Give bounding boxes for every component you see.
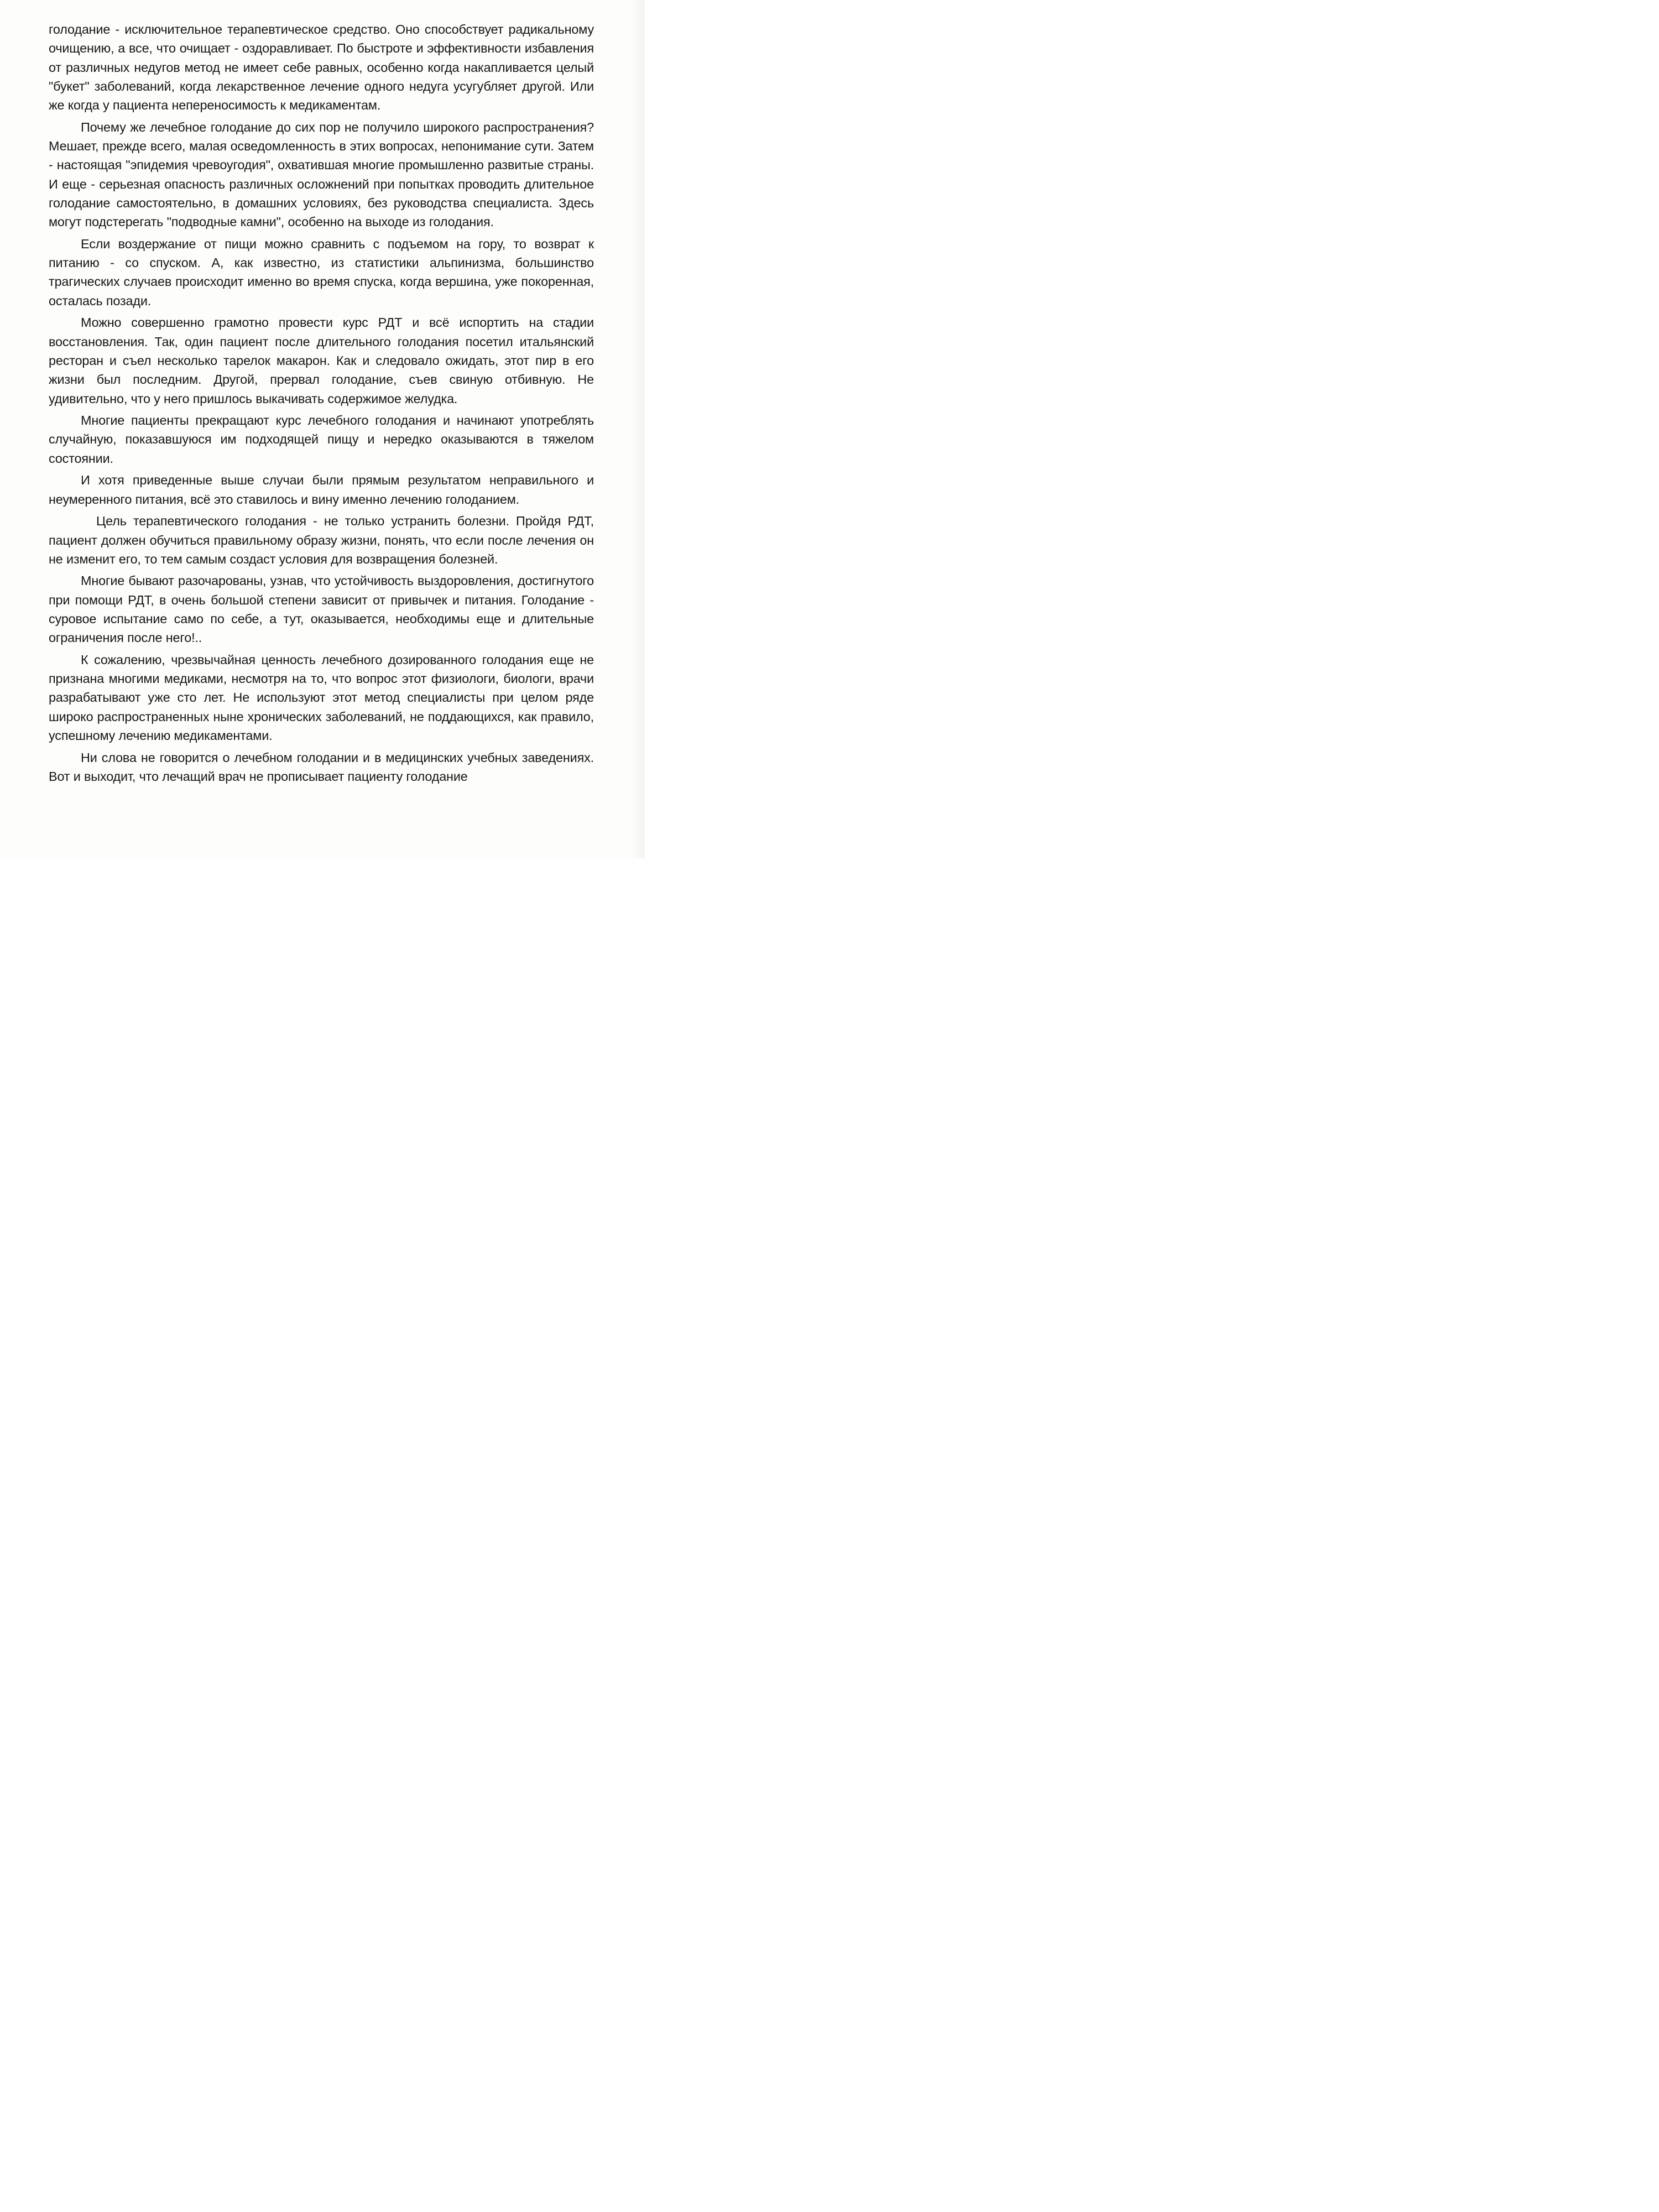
paragraph-9: К сожалению, чрезвычайная ценность лечебного дозированного голодания еще не признана многими медиками, несмотря на то, что вопрос этот физиологи, биологи, врачи разрабатывают уже сто лет. Не используют этот метод специалисты при целом ряде широко распространенных ныне хронических заболеваний, не поддающихся, как правило, успешному лечению медикаментами. (49, 652, 594, 743)
paragraph-8: Многие бывают разочарованы, узнав, что устойчивость выздоровления, достигнутого при помощи РДТ, в очень большой степени зависит от привычек и питания. Голодание - суровое испытание само по себе, а тут, оказывается, необходимы еще и длительные ограничения после него!.. (49, 573, 594, 645)
paragraph-5: Многие пациенты прекращают курс лечебного голодания и начинают употреблять случайную, показавшуюся им подходящей пищу и нередко оказываются в тяжелом состоянии. (49, 413, 594, 466)
scanned-page (0, 0, 645, 858)
paragraph-3: Если воздержание от пищи можно сравнить с подъемом на гору, то возврат к питанию - со спуском. А, как известно, из статистики альпинизма, большинство трагических случаев происходит именно во время спуска, когда вершина, уже покоренная, осталась позади. (49, 236, 594, 308)
paragraph-7: Цель терапевтического голодания - не только устранить болезни. Пройдя РДТ, пациент должен обучиться правильному образу жизни, понять, что если после лечения он не изменит его, то тем самым создаст условия для возвращения болезней. (49, 514, 594, 566)
paragraph-6: И хотя приведенные выше случаи были прямым результатом неправильного и неумеренного питания, всё это ставилось и вину именно лечению голоданием. (49, 473, 594, 507)
paragraph-4: Можно совершенно грамотно провести курс РДТ и всё испортить на стадии восстановления. Так, один пациент после длительного голодания посетил итальянский ресторан и съел несколько тарелок макарон. Как и следовало ожидать, этот пир в его жизни был последним. Другой, прервал голодание, съев свиную отбивную. Не удивительно, что у него пришлось выкачивать содержимое желудка. (49, 315, 594, 406)
paragraph-1: голодание - исключительное терапевтическое средство. Оно способствует радикальному очищению, а все, что очищает - оздоравливает. По быстроте и эффективности избавления от различных недугов метод не имеет себе равных, особенно когда накапливается целый "букет" заболеваний, когда лекарственное лечение одного недуга усугубляет другой. Или же когда у пациента непереносимость к медикаментам. (49, 22, 594, 113)
page-body-text (49, 20, 594, 789)
paragraph-2: Почему же лечебное голодание до сих пор не получило широкого распространения? Мешает, прежде всего, малая осведомленность в этих вопросах, непонимание сути. Затем - настоящая "эпидемия чревоугодия", охватившая многие промышленно развитые страны. И еще - серьезная опасность различных осложнений при попытках проводить длительное голодание самостоятельно, в домашних условиях, без руководства специалиста. Здесь могут подстерегать "подводные камни", особенно на выходе из голодания. (49, 119, 594, 229)
paragraph-10: Ни слова не говорится о лечебном голодании и в медицинских учебных заведениях. Вот и выходит, что лечащий врач не прописывает пациенту голодание (49, 750, 594, 784)
